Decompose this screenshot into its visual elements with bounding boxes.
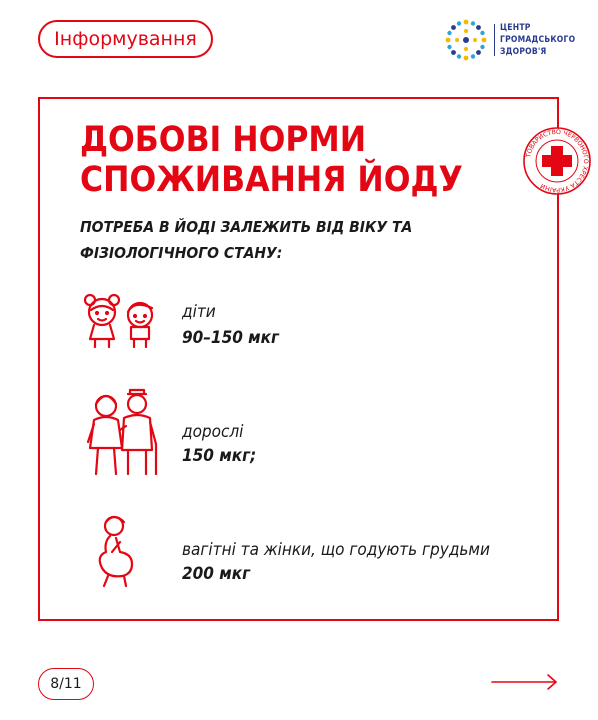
title-line: СПОЖИВАННЯ ЙОДУ: [80, 160, 463, 200]
public-health-center-logo: [444, 18, 584, 62]
group-pregnant: [80, 512, 550, 592]
red-cross-emblem: [522, 126, 592, 196]
children-icon: [80, 288, 162, 354]
group-value: 200 мкг: [182, 564, 251, 584]
page-subtitle: [80, 214, 500, 266]
category-tag-label: Інформування: [54, 28, 197, 50]
group-children: [80, 288, 480, 358]
adults-icon: [80, 384, 166, 480]
emblem-ring-text: ТОВАРИСТВО ЧЕРВОНОГО ХРЕСТА УКРАЇНИ: [525, 128, 590, 194]
logo-line: ГРОМАДСЬКОГО: [500, 35, 576, 45]
page-indicator-label: 8/11: [50, 676, 82, 692]
pregnant-woman-icon: [80, 512, 150, 588]
arrow-right-icon[interactable]: [490, 672, 560, 692]
subtitle-line: ФІЗІОЛОГІЧНОГО СТАНУ:: [80, 244, 283, 262]
subtitle-line: ПОТРЕБА В ЙОДІ ЗАЛЕЖИТЬ ВІД ВІКУ ТА: [80, 218, 413, 236]
group-adults: [80, 384, 480, 484]
logo-text: [500, 22, 590, 58]
group-label: дорослі: [182, 422, 244, 442]
logo-mark-icon: [444, 18, 488, 62]
page-title: [80, 120, 480, 200]
title-line: ДОБОВІ НОРМИ: [80, 120, 367, 160]
group-label: діти: [182, 302, 216, 322]
logo-line: ЗДОРОВ'Я: [500, 47, 547, 57]
page-indicator: [38, 668, 94, 700]
category-tag[interactable]: [38, 20, 213, 58]
group-value: 150 мкг;: [182, 446, 257, 466]
logo-line: ЦЕНТР: [500, 23, 531, 33]
logo-divider: [494, 24, 495, 56]
group-value: 90–150 мкг: [182, 328, 280, 348]
group-label: вагітні та жінки, що годують грудьми: [182, 540, 490, 560]
